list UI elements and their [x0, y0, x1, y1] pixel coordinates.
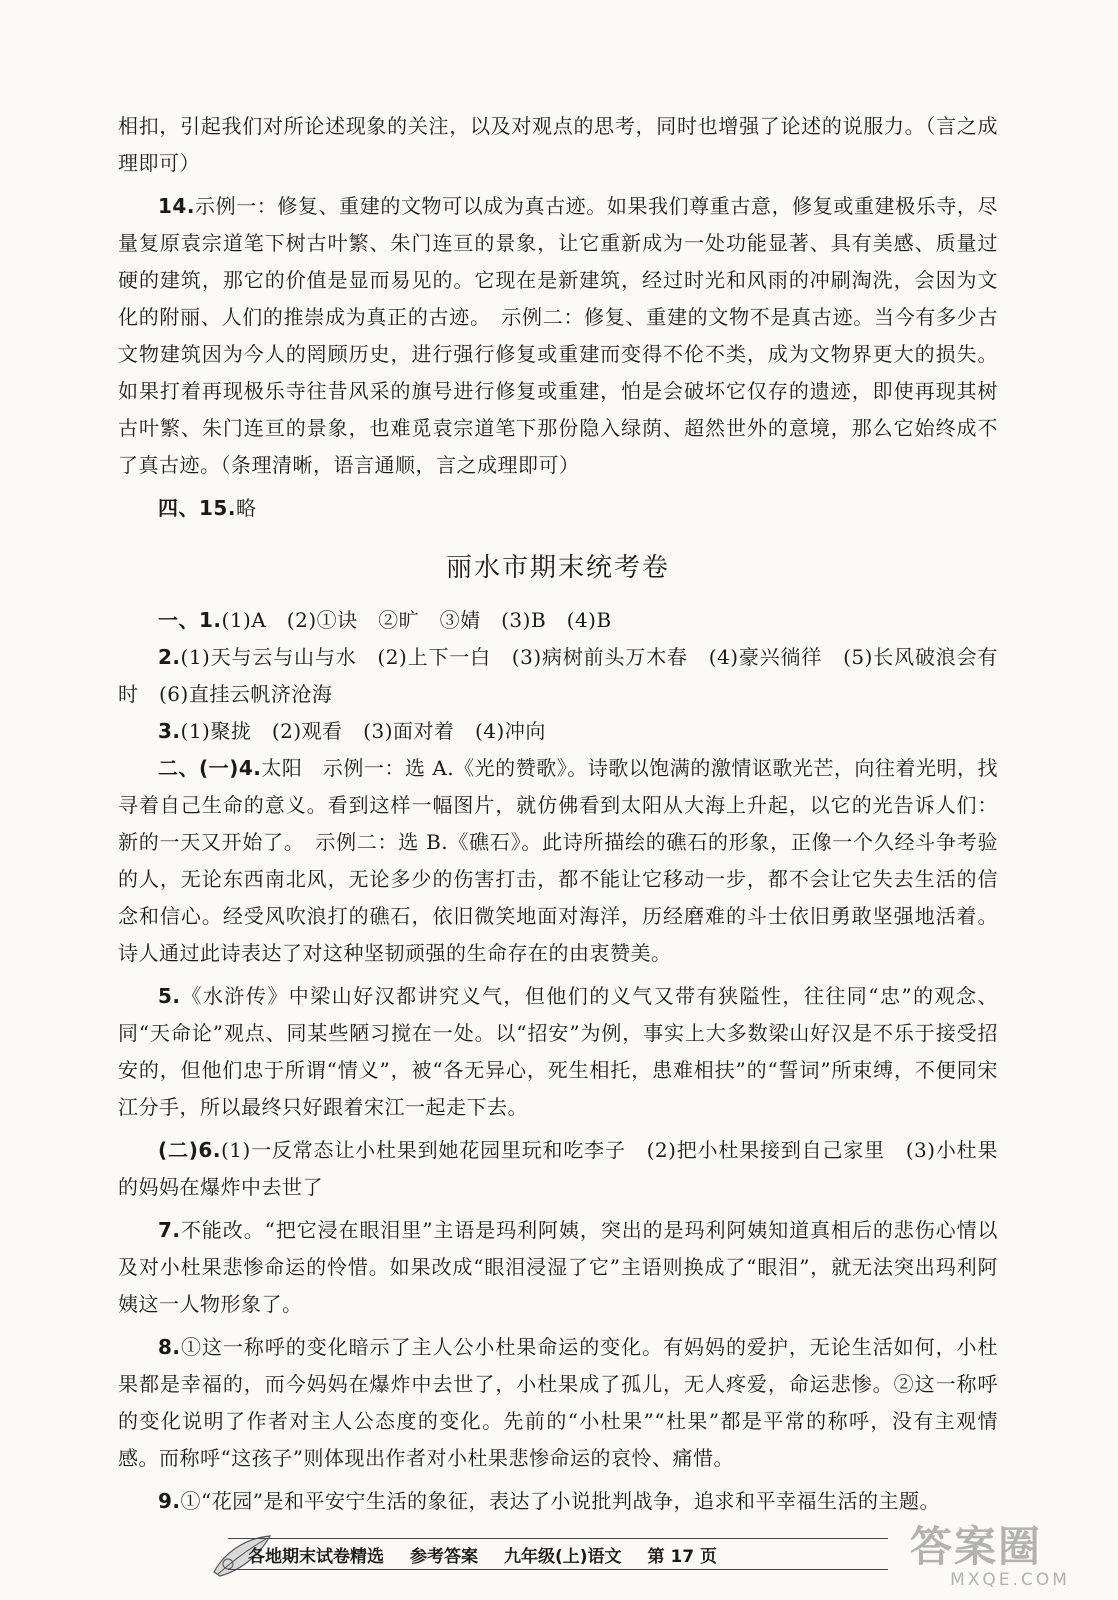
answer-8: 8.①这一称呼的变化暗示了主人公小杜果命运的变化。有妈妈的爱护，无论生活如何，小杜果都是幸福的，而今妈妈在爆炸中去世了，小杜果成了孤儿，无人疼爱，命运悲惨。②这一称呼的变化说明了作者对主人公态度的变化。先前的“小杜果”“杜果”都是平常的称呼，没有主观情感。而称呼“这孩子”则体现出作者对小杜果悲惨命运的哀怜、痛惜。 [118, 1335, 998, 1470]
footer-subject: 九年级(上)语文 [504, 1546, 622, 1567]
answer-1: 一、1.(1)A (2)①诀 ②旷 ③婧 (3)B (4)B [158, 608, 612, 632]
answer-7: 7.不能改。“把它浸在眼泪里”主语是玛利阿姨，突出的是玛利阿姨知道真相后的悲伤心情以及对小杜果悲惨命运的怜惜。如果改成“眼泪浸湿了它”主语则换成了“眼泪”，就无法突出玛利阿姨这一人物形象了。 [118, 1218, 998, 1316]
answer-2: 2.(1)天与云与山与水 (2)上下一白 (3)病树前头万木春 (4)豪兴徜徉 (5)长风破浪会有时 (6)直挂云帆济沧海 [118, 645, 998, 706]
answer-5: 5.《水浒传》中梁山好汉都讲究义气，但他们的义气又带有狭隘性，往往同“忠”的观念、同“天命论”观点、同某些陋习搅在一处。以“招安”为例，事实上大多数梁山好汉是不乐于接受招安的，但他们忠于所谓“情义”，被“各无异心，死生相托，患难相扶”的“誓词”所束缚，不便同宋江分手，所以最终只好跟着宋江一起走下去。 [118, 984, 998, 1119]
answer-14: 14.示例一：修复、重建的文物可以成为真古迹。如果我们尊重古意，修复或重建极乐寺，尽量复原袁宗道笔下树古叶繁、朱门连亘的景象，让它重新成为一处功能显著、具有美感、质量过硬的建筑，那它的价值是显而易见的。它现在是新建筑，经过时光和风雨的冲刷淘洗，会因为文化的附丽、人们的推崇成为真正的古迹。 示例二：修复、重建的文物不是真古迹。当今有多少古文物建筑因为今人的罔顾历史，进行强行修复或重建而变得不伦不类，成为文物界更大的损失。如果打着再现极乐寺往昔风采的旗号进行修复或重建，怕是会破坏它仅存的遗迹，即使再现其树古叶繁、朱门连亘的景象，也难觅袁宗道笔下那份隐入绿荫、超然世外的意境，那么它始终成不了真古迹。（条理清晰，语言通顺，言之成理即可） [118, 194, 998, 477]
watermark-site-text: MXQE.COM [950, 1570, 1070, 1590]
footer-section: 参考答案 [410, 1546, 478, 1567]
paragraph-continuation: 相扣，引起我们对所论述现象的关注，以及对观点的思考，同时也增强了论述的说服力。（言之成理即可） [118, 114, 998, 175]
answer-4: 二、(一)4.太阳 示例一：选 A.《光的赞歌》。诗歌以饱满的激情讴歌光芒，向往着光明，找寻着自己生命的意义。看到这样一幅图片，就仿佛看到太阳从大海上升起，以它的光告诉人们：新的一天又开始了。 示例二：选 B.《礁石》。此诗所描绘的礁石的形象，正像一个久经斗争考验的人，无论东西南北风，无论多少的伤害打击，都不能让它移动一步，都不会让它失去生活的信念和信心。经受风吹浪打的礁石，依旧微笑地面对海洋，历经磨难的斗士依旧勇敢坚强地活着。诗人通过此诗表达了对这种坚韧顽强的生命存在的由衷赞美。 [118, 756, 998, 965]
answer-3: 3.(1)聚拢 (2)观看 (3)面对着 (4)冲向 [158, 719, 546, 743]
watermark-logo [910, 1514, 1110, 1594]
footer-page-number: 第 17 页 [647, 1546, 718, 1567]
page-footer [228, 1538, 888, 1570]
answer-6: (二)6.(1)一反常态让小杜果到她花园里玩和吃李子 (2)把小杜果接到自己家里 (3)小杜果的妈妈在爆炸中去世了 [118, 1138, 998, 1199]
section-title: 丽水市期末统考卷 [445, 553, 670, 583]
footer-book-title: 各地期末试卷精选 [248, 1546, 384, 1567]
content [118, 108, 998, 1520]
answer-15: 四、15.略 [158, 496, 257, 520]
answer-9: 9.①“花园”是和平安宁生活的象征，表达了小说批判战争，追求和平幸福生活的主题。 [158, 1489, 940, 1513]
watermark-logo-text: 答案圈 [910, 1522, 1043, 1571]
